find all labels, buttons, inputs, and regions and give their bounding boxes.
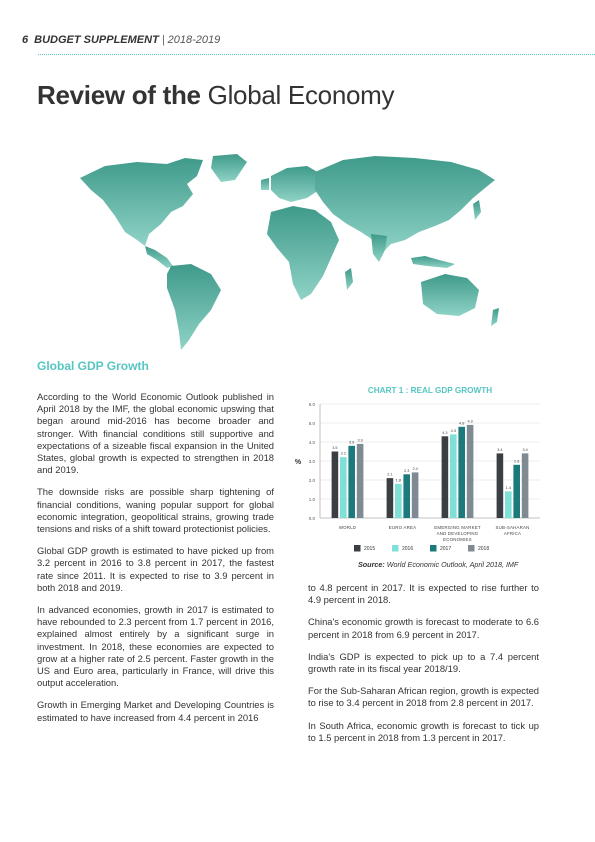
right-column xyxy=(308,582,539,754)
chart-bar xyxy=(387,478,394,518)
section-heading: Global GDP Growth xyxy=(37,359,149,373)
paragraph: According to the World Economic Outlook published in April 2018 by the IMF, the global economic upswing that began around mid-2016 has become broader and stronger. With financial conditions still supportive and expectations of a sizeable fiscal expansion in the United States, global growth is expected to strengthen in 2018 and 2019. xyxy=(37,391,274,476)
x-tick-label: AFRICA xyxy=(503,531,522,536)
data-label: 2.3 xyxy=(404,468,410,473)
chart-title: CHART 1 : REAL GDP GROWTH xyxy=(367,386,493,395)
legend-label: 2015 xyxy=(364,546,376,552)
x-tick-label: SUB-SAHARAN xyxy=(495,525,530,530)
y-tick-label: 3.0 xyxy=(308,459,315,464)
data-label: 2.1 xyxy=(387,472,393,477)
paragraph: Growth in Emerging Market and Developing Countries is estimated to have increased from 4.4 percent in 2016 xyxy=(37,699,274,723)
chart-bar xyxy=(522,453,529,518)
data-label: 4.3 xyxy=(442,430,448,435)
x-tick-label: WORLD xyxy=(338,525,357,530)
x-tick-label: EURO AREA xyxy=(388,525,417,530)
supplement-title: BUDGET SUPPLEMENT xyxy=(34,34,159,46)
chart-bar xyxy=(497,453,504,518)
left-column xyxy=(37,391,274,734)
y-tick-label: 1.0 xyxy=(308,497,315,502)
paragraph: For the Sub-Saharan African region, growth is expected to rise to 3.4 percent in 2018 from 2.8 percent in 2017. xyxy=(308,685,539,709)
legend-label: 2017 xyxy=(440,546,452,552)
page-title-bold: Review of the xyxy=(37,80,201,110)
chart-bar xyxy=(450,434,457,518)
paragraph: China's economic growth is forecast to moderate to 6.6 percent in 2018 from 6.9 percent in 2017. xyxy=(308,616,539,640)
chart-bar xyxy=(348,446,355,518)
data-label: 2.8 xyxy=(514,459,520,464)
data-label: 1.8 xyxy=(395,478,401,483)
page-number: 6 xyxy=(22,34,29,46)
data-label: 3.8 xyxy=(349,440,355,445)
paragraph: Global GDP growth is estimated to have picked up from 3.2 percent in 2016 to 3.8 percent in 2017, the fastest rate since 2011. It is expected to rise to 3.9 percent in both 2018 and 2019. xyxy=(37,545,274,593)
x-tick-label: AND DEVELOPING xyxy=(436,531,479,536)
chart-bar xyxy=(395,484,402,518)
y-tick-label: 2.0 xyxy=(308,478,315,483)
y-tick-label: 0.0 xyxy=(308,516,315,521)
real-gdp-growth-chart xyxy=(290,382,552,560)
y-tick-label: 4.0 xyxy=(308,440,315,445)
chart-bar xyxy=(458,427,465,518)
legend-swatch xyxy=(354,545,361,552)
data-label: 1.4 xyxy=(505,485,511,490)
y-axis-label: % xyxy=(294,459,302,466)
data-label: 2.4 xyxy=(412,466,418,471)
chart-source xyxy=(358,560,518,569)
x-tick-label: ECONOMIES xyxy=(443,537,472,542)
x-tick-label: EMERGING MARKET xyxy=(434,525,481,530)
legend-swatch xyxy=(430,545,437,552)
data-label: 3.2 xyxy=(340,451,346,456)
year-range: 2018-2019 xyxy=(167,34,221,46)
chart-bar xyxy=(332,452,339,519)
data-label: 4.9 xyxy=(467,419,473,424)
paragraph: In advanced economies, growth in 2017 is estimated to have rebounded to 2.3 percent from 1.7 percent in 2016, explained almost entirely by a significant surge in investment. In 2018, these economies are expected to grow at a higher rate of 2.5 percent. Faster growth in the US and Euro area, particularly in France, will drive this output acceleration. xyxy=(37,604,274,689)
data-label: 4.8 xyxy=(459,421,465,426)
chart-bar xyxy=(357,444,364,518)
paragraph: The downside risks are possible sharp tightening of financial conditions, waning popular support for global economic integration, geopolitical strains, growing trade tensions and risks of a shift toward protectionist policies. xyxy=(37,486,274,535)
world-map-illustration xyxy=(75,150,515,355)
page-title-regular: Global Economy xyxy=(207,80,395,110)
chart-bar xyxy=(467,425,474,518)
header-divider xyxy=(38,54,595,55)
chart-bar xyxy=(340,457,347,518)
legend-swatch xyxy=(392,545,399,552)
legend-swatch xyxy=(468,545,475,552)
data-label: 3.4 xyxy=(497,447,503,452)
paragraph: to 4.8 percent in 2017. It is expected to rise further to 4.9 percent in 2018. xyxy=(308,582,539,606)
chart-bar xyxy=(403,474,410,518)
data-label: 3.5 xyxy=(332,446,338,450)
header-separator: | xyxy=(161,34,165,46)
legend-label: 2016 xyxy=(402,546,414,552)
data-label: 3.9 xyxy=(357,438,363,443)
chart-bar xyxy=(505,491,512,518)
page-header xyxy=(22,34,220,46)
data-label: 3.4 xyxy=(522,447,528,452)
source-text: World Economic Outlook, April 2018, IMF xyxy=(384,560,519,569)
data-label: 4.3 xyxy=(450,428,456,433)
chart-bar xyxy=(412,472,419,518)
paragraph: India's GDP is expected to pick up to a 7.4 percent growth rate in its fiscal year 2018/19. xyxy=(308,650,539,675)
source-label: Source: xyxy=(358,560,385,569)
y-tick-label: 5.0 xyxy=(308,421,315,426)
page-title xyxy=(37,80,394,111)
legend-label: 2018 xyxy=(478,546,490,552)
y-tick-label: 6.0 xyxy=(308,402,315,407)
chart-bar xyxy=(442,436,449,518)
chart-bar xyxy=(513,465,520,518)
paragraph: In South Africa, economic growth is forecast to tick up to 1.5 percent in 2018 from 1.3 percent in 2017. xyxy=(308,719,539,743)
